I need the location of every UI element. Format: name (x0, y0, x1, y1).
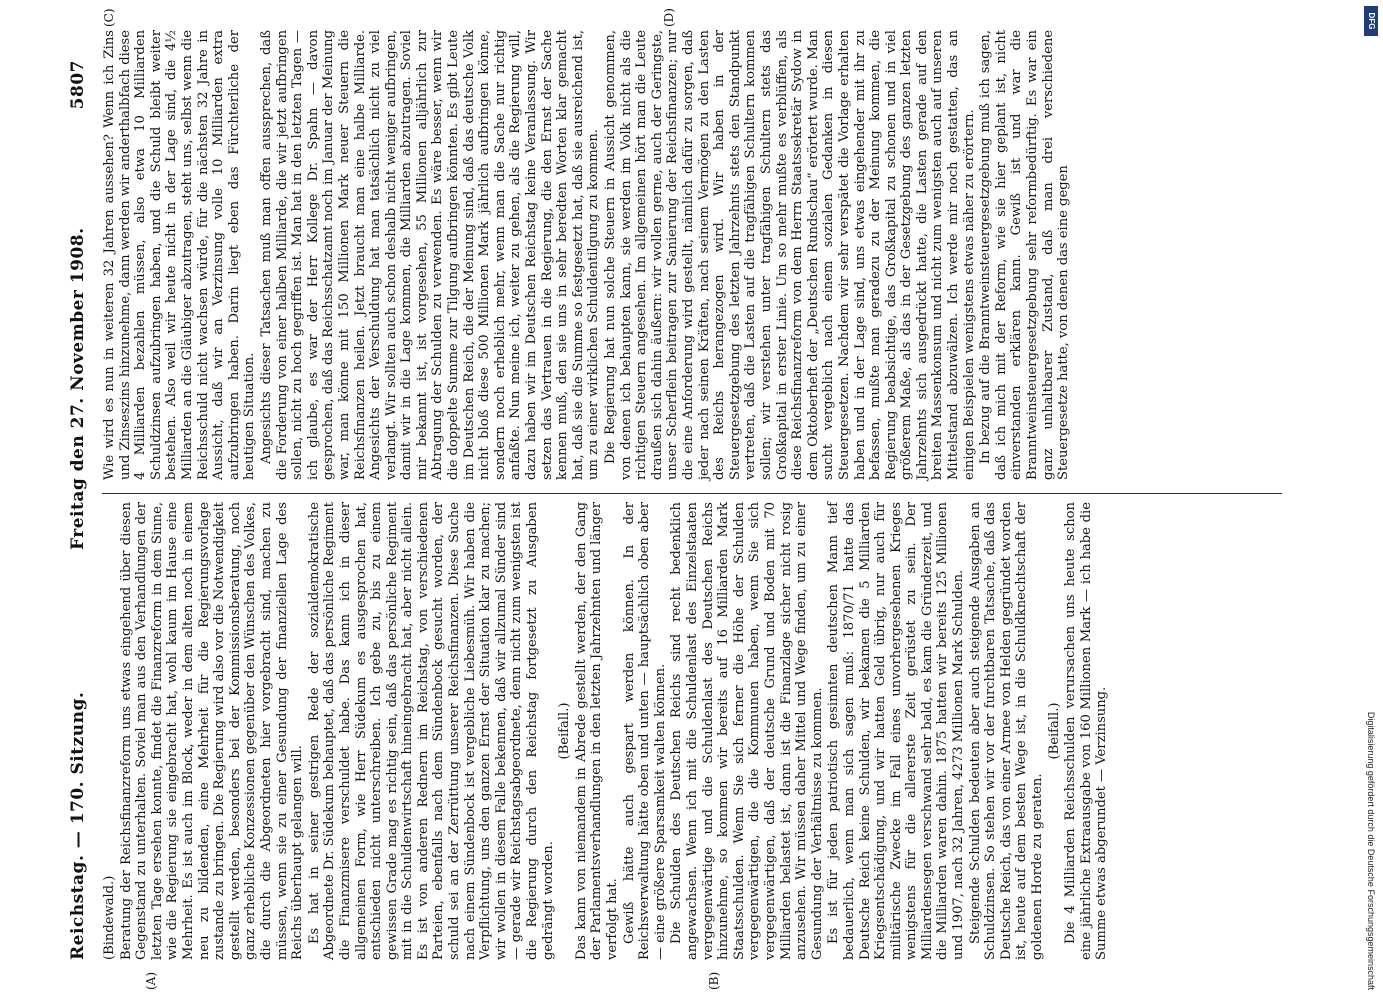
applause-note: (Beifall.) (1046, 702, 1062, 760)
rotated-document-page (62, 8, 1292, 990)
margin-marker-a: (A) (144, 971, 158, 990)
applause-note: (Beifall.) (557, 702, 573, 760)
dfg-logo-text: DFG (1367, 12, 1376, 30)
digitization-note: Digitalisierung gefördert durch die Deutsche Forschungsgemeinschaft (1366, 711, 1376, 990)
paragraph: In bezug auf die Branntweinsteuergesetzgebung muß ich sagen, daß ich mich mit der Reform, wie sie hier geplant ist, nicht einverstanden erklären kann. Gewiß ist und war die Branntweinsteuergesetzgebung sehr reformbedürftig. Es war ein ganz unhaltbarer Zustand, daß man drei verschiedene Steuergesetze hatte, von denen das eine gegen (978, 30, 1072, 480)
paragraph: Angesichts dieser Tatsachen muß man offen aussprechen, daß die Forderung von einer halben Milliarde, die wir jetzt aufbringen sollen, nicht zu hoch gegriffen ist. Man hat in den letzten Tagen — ich glaube, es war der Herr Kollege Dr. Spahn — davon gesprochen, daß das Reichsschatzamt noch im Januar der Meinung war, man könne mit 150 Millionen Mark neuer Steuern die Reichsfinanzen heilen. Jetzt braucht man eine halbe Milliarde. Angesichts der Verschuldung hat man tatsächlich nicht zu viel verlangt. Wir sollten auch schon deshalb nicht weniger aufbringen, damit wir in die Lage kommen, die Milliarden abzutragen. Soviel mir bekannt ist, ist vorgesehen, 55 Millionen alljährlich zur Abtragung der Schulden zu verwenden. Es wäre besser, wenn wir die doppelte Summe zur Tilgung aufbringen könnten. Es gibt Leute im Deutschen Reich, die der Meinung sind, daß das deutsche Volk nicht bloß diese 500 Millionen Mark jährlich aufbringen könne, sondern noch erheblich mehr, wenn man die Sache nur richtig anfaßte. Nun meine ich, weiter zu gehen, als die Regierung will, dazu haben wir im Deutschen Reichstag keine Veranlassung. Wir setzen das Vertrauen in die Regierung, die den Ernst der Sache kennen muß, den sie uns in sehr beredten Worten klar gemacht hat, daß sie die Summe so festgesetzt hat, daß sie ausreichend ist, um zu einer wirklichen Schuldentilgung zu kommen. (258, 30, 602, 480)
paragraph: Die Regierung hat nun solche Steuern in Aussicht genommen, von denen ich behaupten kann, sie werden im Volk nicht als die richtigen Steuern angesehen. Im allgemeinen hört man die Leute draußen sich dahin äußern: wir wollen gerne, auch der Geringste, unser Scherflein beitragen zur Sanierung der Reichsfinanzen; nur die eine Anforderung wird gestellt, nämlich dafür zu sorgen, daß jeder nach seinen Kräften, nach seinem Vermögen zu den Lasten des Reichs herangezogen wird. Wir haben in der Steuergesetzgebung des letzten Jahrzehnts stets den Standpunkt vertreten, daß die Lasten auf die tragfähigen Schultern kommen sollen; wir verstehen unter tragfähigen Schultern stets das Großkapital in erster Linie. Um so mehr mußte es verblüffen, als diese Reichsfinanzreform von dem Herrn Staatssekretär Sydow in dem Oktoberheft der „Deutschen Rundschau“ erörtert wurde. Man sucht vergeblich nach einem sozialen Gedanken in diesen Steuergesetzen. Nachdem wir sehr verspätet die Vorlage erhalten haben und in der Lage sind, uns etwas eingehender mit ihr zu befassen, mußte man geradezu zu der Meinung kommen, die Regierung beabsichtige, das Großkapital zu schonen und in viel größerem Maße, als das in der Gesetzgebung des ganzen letzten Jahrzehnts sich ausgedrückt hatte, die Lasten gerade auf den breiten Massenkonsum und nicht zum wenigsten auch auf unseren Mittelstand abzuwälzen. Ich werde mir noch gestatten, das an einigen Beispielen wenigstens etwas näher zu erörtern. (603, 30, 977, 480)
page-number: 5807 (68, 60, 88, 110)
page-header (62, 30, 96, 970)
paragraph: Es ist für jeden patriotisch gesinnten deutschen Mann tief bedauerlich, wenn man sich sagen muß: 1870/71 hatte das Deutsche Reich keine Schulden, wir bekamen die 5 Milliarden Kriegsentschädigung, und wir hatten Geld übrig, nur auch für militärische Zwecke im Fall eines unvorhergesehenen Krieges wenigstens für die allererste Zeit gerüstet zu sein. Der Milliardensegen verschwand sehr bald, es kam die Gründerzeit, und die Milliarden waren dahin. 1875 hatten wir bereits 125 Millionen und 1907, nach 32 Jahren, 4273 Millionen Mark Schulden. (826, 502, 967, 960)
column-divider (102, 493, 1282, 494)
margin-marker-d: (D) (662, 8, 676, 27)
dfg-logo (1364, 6, 1378, 36)
header-date: Freitag den 27. November 1908. (68, 227, 88, 550)
paragraph: Wie wird es nun in weiteren 32 Jahren aussehen? Wenn ich Zins und Zinseszins hinzunehme, dann werden wir anderthalbfach diese 4 Milliarden bezahlen müssen, also etwa 10 Milliarden Schuldzinsen aufzubringen haben, und die Schuld bleibt weiter bestehen. Also weil wir heute nicht in der Lage sind, die 4½ Milliarden an die Gläubiger abzutragen, steht uns, selbst wenn die Reichsschuld nicht wachsen würde, für die nächsten 32 Jahre in Aussicht, daß wir an Verzinsung volle 10 Milliarden extra aufzubringen haben. Darin liegt eben das Fürchterliche der heutigen Situation. (102, 30, 258, 480)
paragraph: Die 4 Milliarden Reichsschulden verursachen uns heute schon eine jährliche Extraausgabe von 160 Millionen Mark — ich habe die Summe etwas abgerundet — Verzinsung. (1063, 502, 1110, 960)
right-text-column (102, 30, 1282, 480)
paragraph: Das kann von niemandem in Abrede gestellt werden, der den Gang der Parlamentsverhandlungen in den letzten Jahrzehnten und länger verfolgt hat. (573, 502, 620, 960)
paragraph: Beratung der Reichsfinanzreform uns etwas eingehend über diesen Gegenstand zu unterhalten. Soviel man aus den Verhandlungen der letzten Tage ersehen konnte, findet die Finanzreform in dem Sinne, wie die Regierung sie eingebracht hat, wohl kaum im Hause eine Mehrheit. Es ist auch im Block, weder in dem alten noch in einem neu zu bildenden, eine Mehrheit für die Regierungsvorlage zustande zu bringen. Die Regierung wird also vor die Notwendigkeit gestellt werden, besonders bei der Kommissionsberatung, noch ganz erhebliche Konzessionen gegenüber den Wünschen des Volkes, die durch die Abgeordneten hier vorgebracht sind, machen zu müssen, wenn sie zu einer Gesundung der finanziellen Lage des Reichs überhaupt gelangen will. (118, 502, 306, 960)
paragraph: Es hat in seiner gestrigen Rede der sozialdemokratische Abgeordnete Dr. Südekum behauptet, daß das persönliche Regiment die Finanzmisere verschuldet habe. Das kann ich in dieser allgemeinen Form, wie Herr Südekum es ausgesprochen hat, entschieden nicht unterschreiben. Ich gebe zu, bis zu einem gewissen Grade mag es richtig sein, daß das persönliche Regiment mit in die Schuldenwirtschaft hineingebracht hat, aber nicht allein. Es ist von anderen Rednern im Reichstag, von verschiedenen Parteien, ebenfalls nach dem Sündenbock gesucht worden, der schuld sei an der Zerrüttung unserer Reichsfinanzen. Diese Suche nach einem Sündenbock ist vergebliche Liebesmüh. Wir haben die Verpflichtung, uns den ganzen Ernst der Situation klar zu machen; wir wollen in diesem Falle bekennen, daß wir allzumal Sünder sind — gerade wir Reichstagsabgeordnete, denn nicht zum wenigsten ist die Regierung durch den Reichstag fortgesetzt zu Ausgaben gedrängt worden. (306, 502, 556, 960)
paragraph: Steigende Schulden bedeuten aber auch steigende Ausgaben an Schuldzinsen. So stehen wir vor der furchtbaren Tatsache, daß das Deutsche Reich, das von einer Armee von Helden gegründet worden ist, heute auf dem besten Wege ist, in die Schuldknechtschaft der goldenen Horde zu geraten. (967, 502, 1046, 960)
paragraph: (Bindewald.) (102, 875, 117, 960)
paragraph: Gewiß hätte auch gespart werden können. In der Reichsverwaltung hätte oben und unten — hauptsächlich oben aber — eine größere Sparsamkeit walten können. (621, 502, 668, 960)
digitization-credit-strip (1363, 0, 1379, 1000)
paragraph: Die Schulden des Deutschen Reichs sind recht bedenklich angewachsen. Wenn ich mit die Schuldenlast des Einzelstaaten vergegenwärtige und die Schuldenlast des Deutschen Reichs hinzunehme, so kommen wir bereits auf 16 Milliarden Mark Staatsschulden. Wenn Sie sich ferner die Höhe der Schulden vergegenwärtigen, die die Kommunen haben, wenn Sie sich vergegenwärtigen, daß der deutsche Grund und Boden mit 70 Milliarden belastet ist, dann ist die Finanzlage sicher nicht rosig anzusehen. Wir müssen daher Mittel und Wege finden, um zu einer Gesundung der Verhältnisse zu kommen. (669, 502, 825, 960)
margin-marker-c: (C) (102, 8, 116, 27)
header-session-title: Reichstag. — 170. Sitzung. (68, 691, 88, 960)
left-text-column (102, 502, 1282, 990)
margin-marker-b: (B) (707, 971, 721, 990)
